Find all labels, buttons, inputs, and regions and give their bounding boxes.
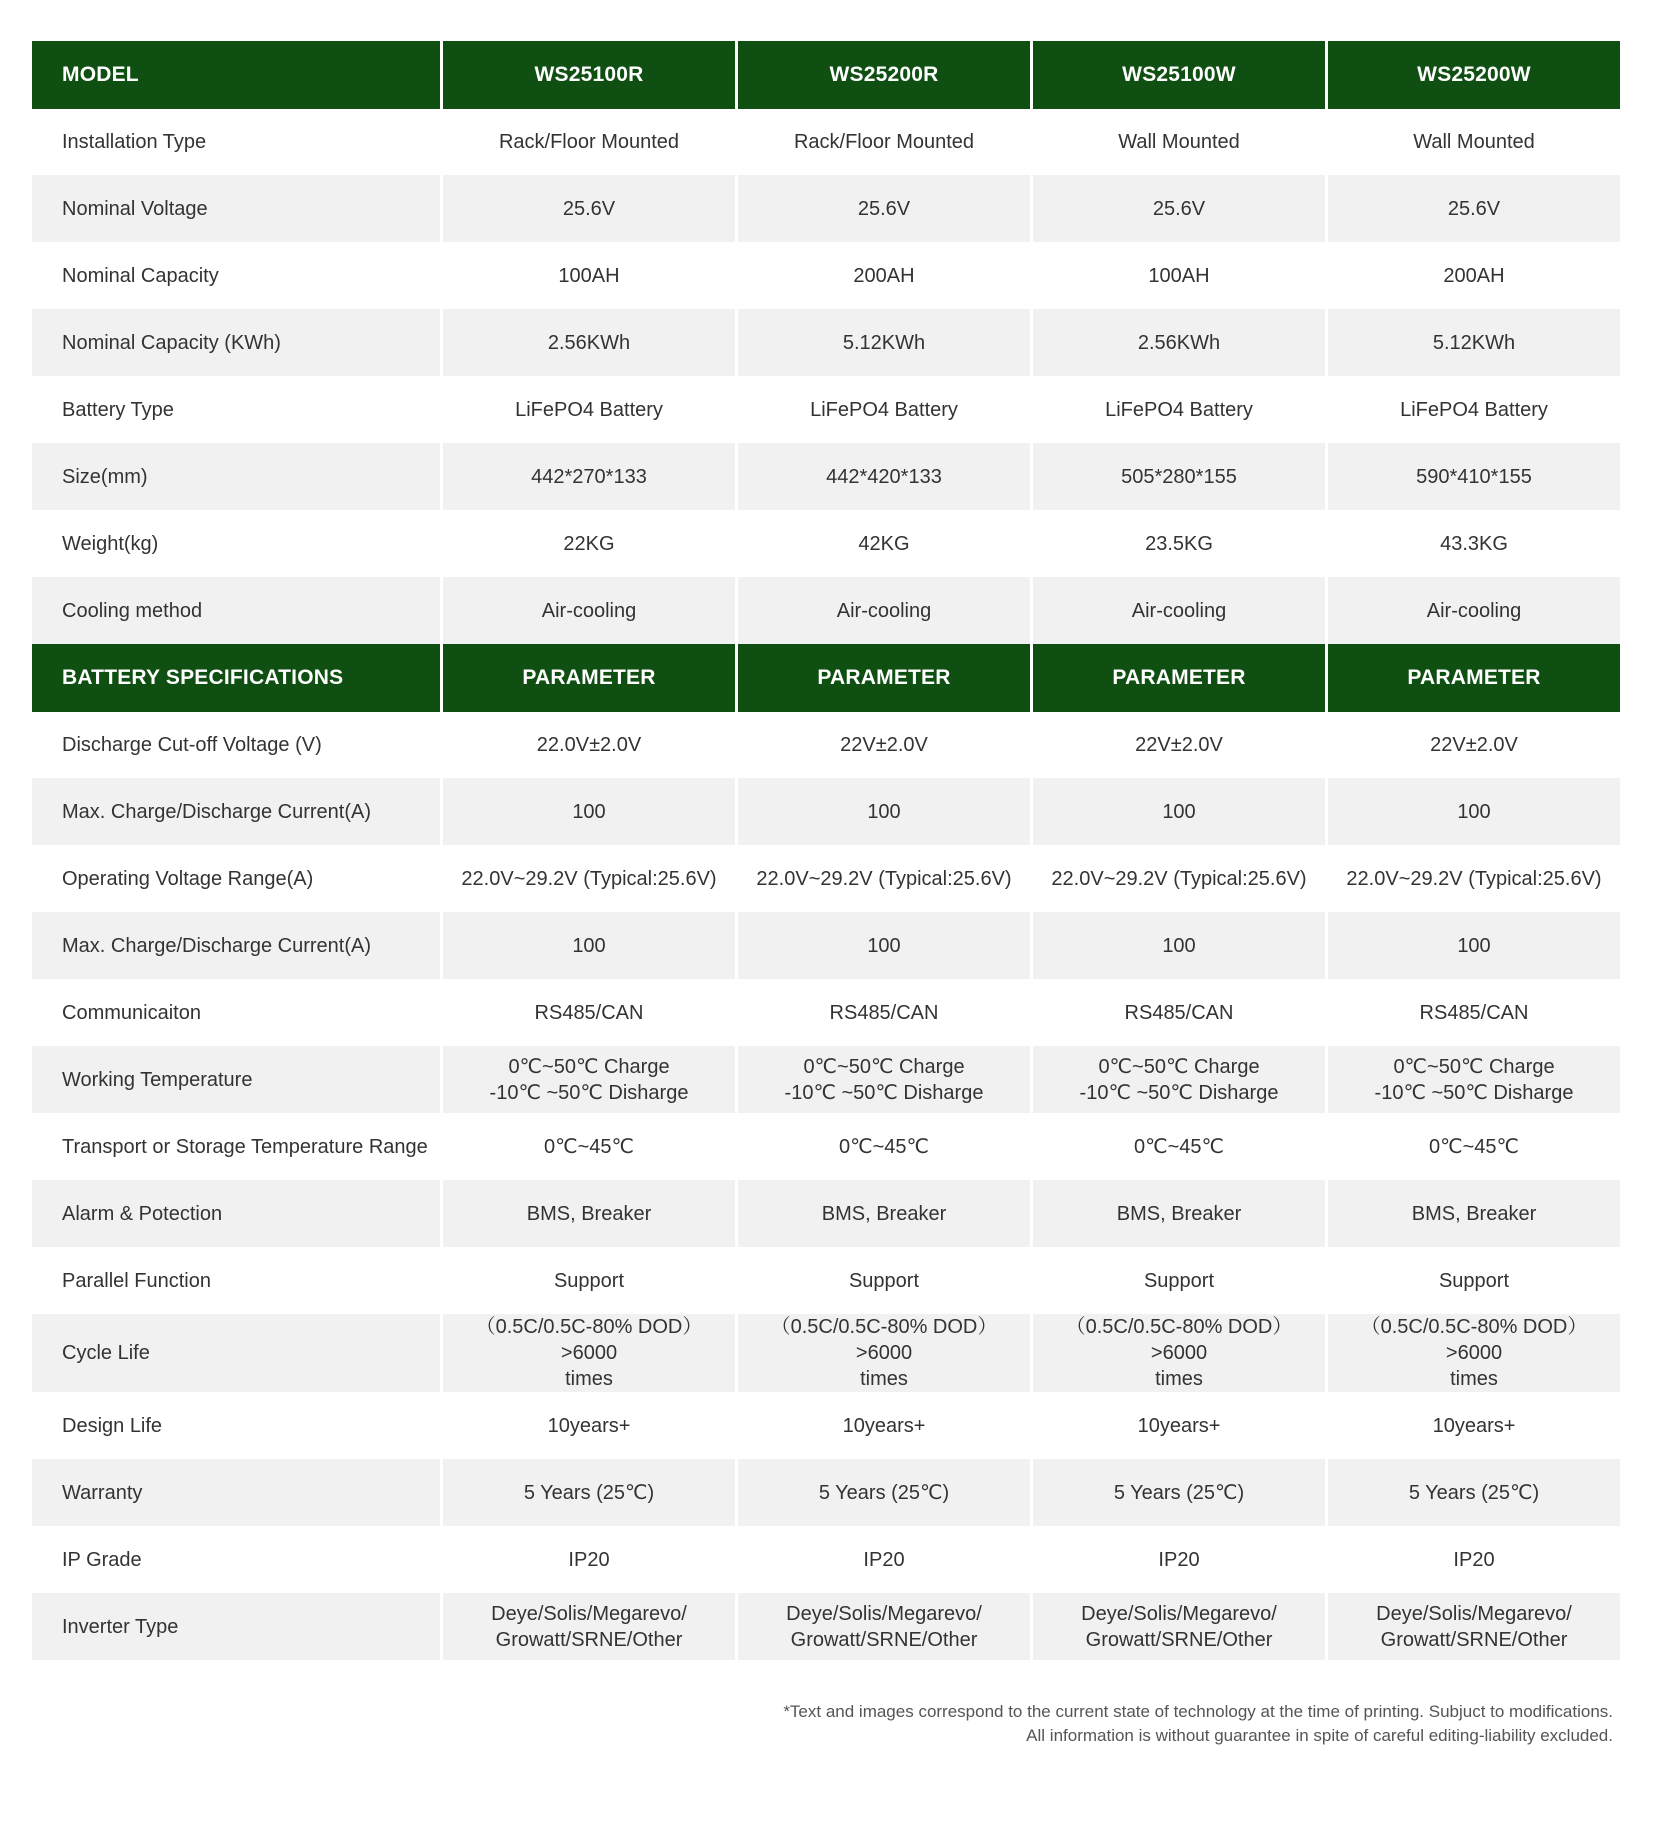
cell-value: 25.6V [443,175,735,242]
cell-value: LiFePO4 Battery [443,376,735,443]
cell-line: Growatt/SRNE/Other [1085,1628,1273,1651]
cell-value: LiFePO4 Battery [738,376,1030,443]
cell-value: 22.0V~29.2V (Typical:25.6V) [738,845,1030,912]
cell-value: LiFePO4 Battery [1033,376,1325,443]
table-row [32,712,1620,778]
cell-value: 2.56KWh [1033,309,1325,376]
row-label: Transport or Storage Temperature Range [32,1113,440,1180]
section2-header-label: BATTERY SPECIFICATIONS [32,644,440,712]
cell-value: Air-cooling [738,577,1030,644]
cell-value [443,1593,735,1660]
row-label: Parallel Function [32,1247,440,1314]
cell-value: Air-cooling [443,577,735,644]
section1-header-col-3: WS25100W [1033,41,1325,109]
cell-value: BMS, Breaker [738,1180,1030,1247]
cell-value: Support [1328,1247,1620,1314]
row-label: Discharge Cut-off Voltage (V) [32,712,440,778]
cell-line: Growatt/SRNE/Other [1380,1628,1568,1651]
row-label: Size(mm) [32,443,440,510]
cell-value: 22V±2.0V [1033,712,1325,778]
table-row [32,175,1620,242]
table-row [32,1593,1620,1660]
table-row [32,309,1620,376]
cell-line: （0.5C/0.5C-80% DOD）>6000 [1360,1316,1588,1364]
table-row [32,242,1620,309]
cell-value [1033,1314,1325,1392]
row-label: Cooling method [32,577,440,644]
cell-value: 100 [443,912,735,979]
cell-value [1328,1314,1620,1392]
cell-value: 5 Years (25℃) [1033,1459,1325,1526]
cell-value: 22.0V~29.2V (Typical:25.6V) [1033,845,1325,912]
cell-value: 0℃~45℃ [1328,1113,1620,1180]
row-label: Nominal Voltage [32,175,440,242]
cell-value: 25.6V [1033,175,1325,242]
cell-value: BMS, Breaker [1328,1180,1620,1247]
row-label: Warranty [32,1459,440,1526]
cell-line: 0℃~50℃ Charge [508,1055,670,1078]
cell-value: 200AH [738,242,1030,309]
row-label: Inverter Type [32,1593,440,1660]
cell-value: Support [738,1247,1030,1314]
section1-header-row [32,41,1620,109]
cell-value: 200AH [1328,242,1620,309]
table-row [32,510,1620,577]
cell-line: Deye/Solis/Megarevo/ [786,1602,982,1625]
cell-value: 5 Years (25℃) [1328,1459,1620,1526]
cell-value [1328,1046,1620,1113]
cell-value: IP20 [443,1526,735,1593]
table-row [32,845,1620,912]
cell-value: 5 Years (25℃) [738,1459,1030,1526]
cell-value: 42KG [738,510,1030,577]
cell-value: 100AH [443,242,735,309]
table-row [32,443,1620,510]
cell-value: 22KG [443,510,735,577]
footnote [613,1700,1613,1748]
cell-value [738,1593,1030,1660]
cell-line: -10℃ ~50℃ Disharge [489,1081,689,1104]
cell-value: RS485/CAN [443,979,735,1046]
cell-value: 5 Years (25℃) [443,1459,735,1526]
section2-header-col-1: PARAMETER [443,644,735,712]
cell-line: （0.5C/0.5C-80% DOD）>6000 [475,1316,703,1364]
cell-line: -10℃ ~50℃ Disharge [1079,1081,1279,1104]
row-label: Installation Type [32,109,440,175]
cell-line: 0℃~50℃ Charge [803,1055,965,1078]
cell-value: 0℃~45℃ [738,1113,1030,1180]
cell-value: 2.56KWh [443,309,735,376]
section2-header-col-2: PARAMETER [738,644,1030,712]
cell-value: 25.6V [1328,175,1620,242]
cell-value: 22V±2.0V [738,712,1030,778]
spec-table-body [32,41,1620,1660]
cell-value: 22.0V±2.0V [443,712,735,778]
cell-value: 10years+ [738,1392,1030,1459]
footnote-line-1: *Text and images correspond to the current state of technology at the time of printing. Subjuct to modifications. [783,1702,1613,1721]
section1-header-col-2: WS25200R [738,41,1030,109]
cell-value: 5.12KWh [1328,309,1620,376]
cell-value: 22.0V~29.2V (Typical:25.6V) [443,845,735,912]
cell-value: 0℃~45℃ [443,1113,735,1180]
cell-value: RS485/CAN [1033,979,1325,1046]
cell-value: 590*410*155 [1328,443,1620,510]
cell-line: Growatt/SRNE/Other [790,1628,978,1651]
cell-line: Deye/Solis/Megarevo/ [1376,1602,1572,1625]
cell-value [443,1314,735,1392]
section2-header-col-3: PARAMETER [1033,644,1325,712]
cell-value: RS485/CAN [738,979,1030,1046]
table-row [32,376,1620,443]
cell-value: 100 [1328,912,1620,979]
battery-spec-table [29,41,1623,1660]
cell-value: Support [443,1247,735,1314]
cell-value [1033,1593,1325,1660]
table-row [32,912,1620,979]
cell-value [1328,1593,1620,1660]
table-row [32,1314,1620,1392]
cell-value: 22V±2.0V [1328,712,1620,778]
cell-value: 100 [738,912,1030,979]
cell-value [1033,1046,1325,1113]
table-row [32,1046,1620,1113]
cell-line: Deye/Solis/Megarevo/ [1081,1602,1277,1625]
cell-line: -10℃ ~50℃ Disharge [784,1081,984,1104]
table-row [32,979,1620,1046]
footnote-line-2: All information is without guarantee in spite of careful editing-liability excluded. [1026,1726,1613,1745]
cell-value: 100 [443,778,735,845]
cell-value: 100 [1033,778,1325,845]
cell-value: 100 [738,778,1030,845]
row-label: Communicaiton [32,979,440,1046]
cell-value [443,1046,735,1113]
cell-line: times [1155,1368,1203,1390]
row-label: Working Temperature [32,1046,440,1113]
row-label: Operating Voltage Range(A) [32,845,440,912]
row-label: Battery Type [32,376,440,443]
cell-value: Wall Mounted [1328,109,1620,175]
table-row [32,778,1620,845]
cell-value: Air-cooling [1328,577,1620,644]
cell-value: 442*420*133 [738,443,1030,510]
table-row [32,109,1620,175]
cell-line: -10℃ ~50℃ Disharge [1374,1081,1574,1104]
cell-value: 100AH [1033,242,1325,309]
section2-header-row [32,644,1620,712]
row-label: Nominal Capacity (KWh) [32,309,440,376]
row-label: Cycle Life [32,1314,440,1392]
row-label: Design Life [32,1392,440,1459]
section1-header-col-1: WS25100R [443,41,735,109]
cell-value: 23.5KG [1033,510,1325,577]
table-row [32,1180,1620,1247]
cell-value: 43.3KG [1328,510,1620,577]
cell-value: Air-cooling [1033,577,1325,644]
row-label: Alarm & Potection [32,1180,440,1247]
cell-value: IP20 [738,1526,1030,1593]
cell-value [738,1314,1030,1392]
cell-value: BMS, Breaker [1033,1180,1325,1247]
cell-value: Rack/Floor Mounted [738,109,1030,175]
row-label: Max. Charge/Discharge Current(A) [32,912,440,979]
cell-line: 0℃~50℃ Charge [1098,1055,1260,1078]
cell-line: times [1450,1368,1498,1390]
cell-value: 22.0V~29.2V (Typical:25.6V) [1328,845,1620,912]
section1-header-label: MODEL [32,41,440,109]
row-label: Weight(kg) [32,510,440,577]
cell-value: 100 [1328,778,1620,845]
cell-value [738,1046,1030,1113]
cell-line: 0℃~50℃ Charge [1393,1055,1555,1078]
cell-value: RS485/CAN [1328,979,1620,1046]
cell-value: 100 [1033,912,1325,979]
cell-value: Support [1033,1247,1325,1314]
cell-line: times [860,1368,908,1390]
cell-line: Growatt/SRNE/Other [495,1628,683,1651]
cell-value: 505*280*155 [1033,443,1325,510]
cell-line: （0.5C/0.5C-80% DOD）>6000 [1065,1316,1293,1364]
cell-value: Rack/Floor Mounted [443,109,735,175]
row-label: IP Grade [32,1526,440,1593]
cell-value: BMS, Breaker [443,1180,735,1247]
table-row [32,1459,1620,1526]
cell-value: IP20 [1033,1526,1325,1593]
cell-value: 10years+ [443,1392,735,1459]
table-row [32,1247,1620,1314]
table-row [32,577,1620,644]
cell-value: 10years+ [1033,1392,1325,1459]
cell-line: times [565,1368,613,1390]
table-row [32,1113,1620,1180]
cell-value: 0℃~45℃ [1033,1113,1325,1180]
section1-header-col-4: WS25200W [1328,41,1620,109]
cell-value: IP20 [1328,1526,1620,1593]
cell-value: 25.6V [738,175,1030,242]
row-label: Max. Charge/Discharge Current(A) [32,778,440,845]
table-row [32,1526,1620,1593]
cell-value: Wall Mounted [1033,109,1325,175]
section2-header-col-4: PARAMETER [1328,644,1620,712]
row-label: Nominal Capacity [32,242,440,309]
cell-value: 5.12KWh [738,309,1030,376]
table-row [32,1392,1620,1459]
cell-line: （0.5C/0.5C-80% DOD）>6000 [770,1316,998,1364]
cell-value: 442*270*133 [443,443,735,510]
cell-value: LiFePO4 Battery [1328,376,1620,443]
cell-value: 10years+ [1328,1392,1620,1459]
cell-line: Deye/Solis/Megarevo/ [491,1602,687,1625]
